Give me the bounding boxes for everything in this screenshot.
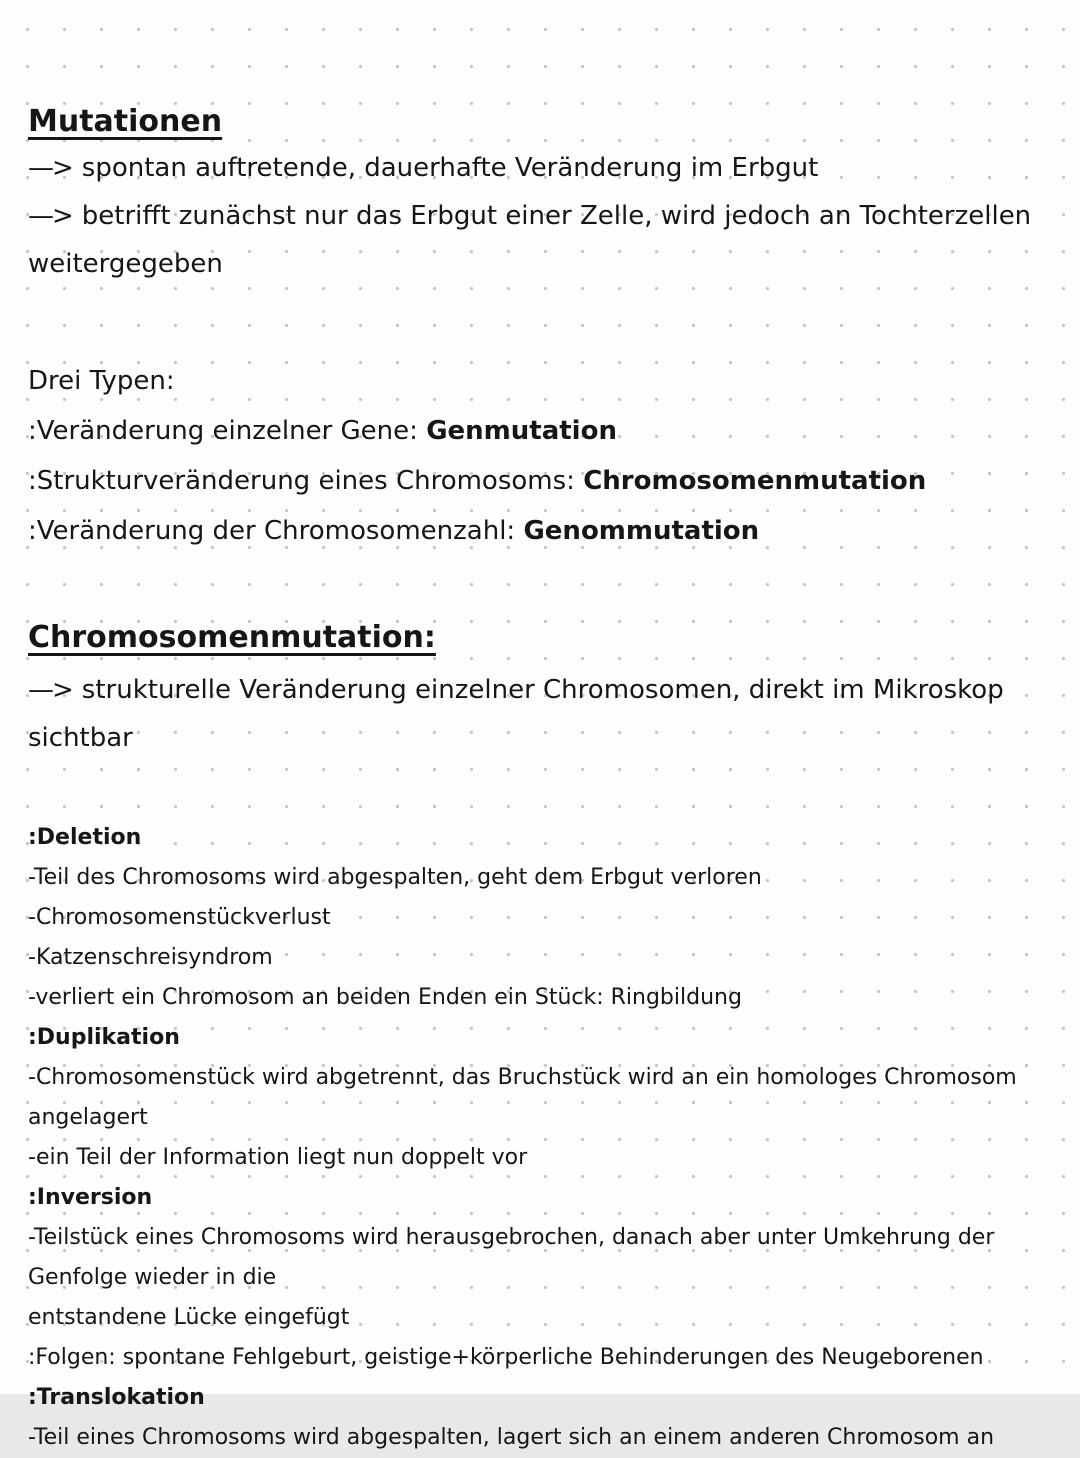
intro-line-1 [28,144,1040,192]
type-3-label: :Veränderung der Chromosomenzahl: [28,516,516,546]
heading-mutationen: Mutationen [28,104,223,139]
inversion-line-2: entstandene Lücke eingefügt [28,1305,350,1330]
arrow-glyph: —> [28,153,72,183]
type-1-term: Genmutation [426,416,617,446]
intro-line-2 [28,192,1040,240]
intro-line-3 [28,240,1040,288]
subheading-inversion: :Inversion [28,1185,153,1210]
subheading-duplikation: :Duplikation [28,1025,180,1050]
type-2-label: :Strukturveränderung eines Chromosoms: [28,466,575,496]
intro-line-3-text: weitergegeben [28,249,223,279]
arrow-glyph: —> [28,675,72,705]
duplikation-line-1: -Chromosomenstück wird abgetrennt, das Bruchstück wird an ein homologes Chromosom angelagert [28,1065,1017,1130]
subheading-translokation: :Translokation [28,1385,205,1410]
type-line-chromosomenmutation [28,456,1040,506]
arrow-glyph: —> [28,201,72,231]
deletion-line-3: -Katzenschreisyndrom [28,945,273,970]
deletion-line-4: -verliert ein Chromosom an beiden Enden ein Stück: Ringbildung [28,985,742,1010]
duplikation-line-2: -ein Teil der Information liegt nun doppelt vor [28,1145,528,1170]
intro-line-2-text: betrifft zunächst nur das Erbgut einer Zelle, wird jedoch an Tochterzellen [81,201,1032,231]
inversion-line-1: -Teilstück eines Chromosoms wird herausgebrochen, danach aber unter Umkehrung der Genfolge wieder in die [28,1225,995,1290]
subheading-deletion: :Deletion [28,825,142,850]
type-2-term: Chromosomenmutation [583,466,927,496]
heading-chromosomenmutation: Chromosomenmutation: [28,620,436,655]
inversion-line-3: :Folgen: spontane Fehlgeburt, geistige+körperliche Behinderungen des Neugeborenen [28,1345,984,1370]
translokation-line-1: -Teil eines Chromosoms wird abgespalten, lagert sich an einem anderen Chromosom an [28,1425,995,1450]
intro-line-1-text: spontan auftretende, dauerhafte Veränderung im Erbgut [81,153,819,183]
types-title-text: Drei Typen: [28,366,175,396]
deletion-line-2: -Chromosomenstückverlust [28,905,331,930]
types-title [28,356,1040,406]
chromo-intro-line [28,666,1040,762]
type-3-term: Genommutation [523,516,760,546]
chromo-intro-text: strukturelle Veränderung einzelner Chromosomen, direkt im Mikroskop sichtbar [28,675,1004,753]
deletion-line-1: -Teil des Chromosoms wird abgespalten, geht dem Erbgut verloren [28,865,762,890]
type-line-genommutation [28,506,1040,556]
type-1-label: :Veränderung einzelner Gene: [28,416,418,446]
type-line-genmutation [28,406,1040,456]
